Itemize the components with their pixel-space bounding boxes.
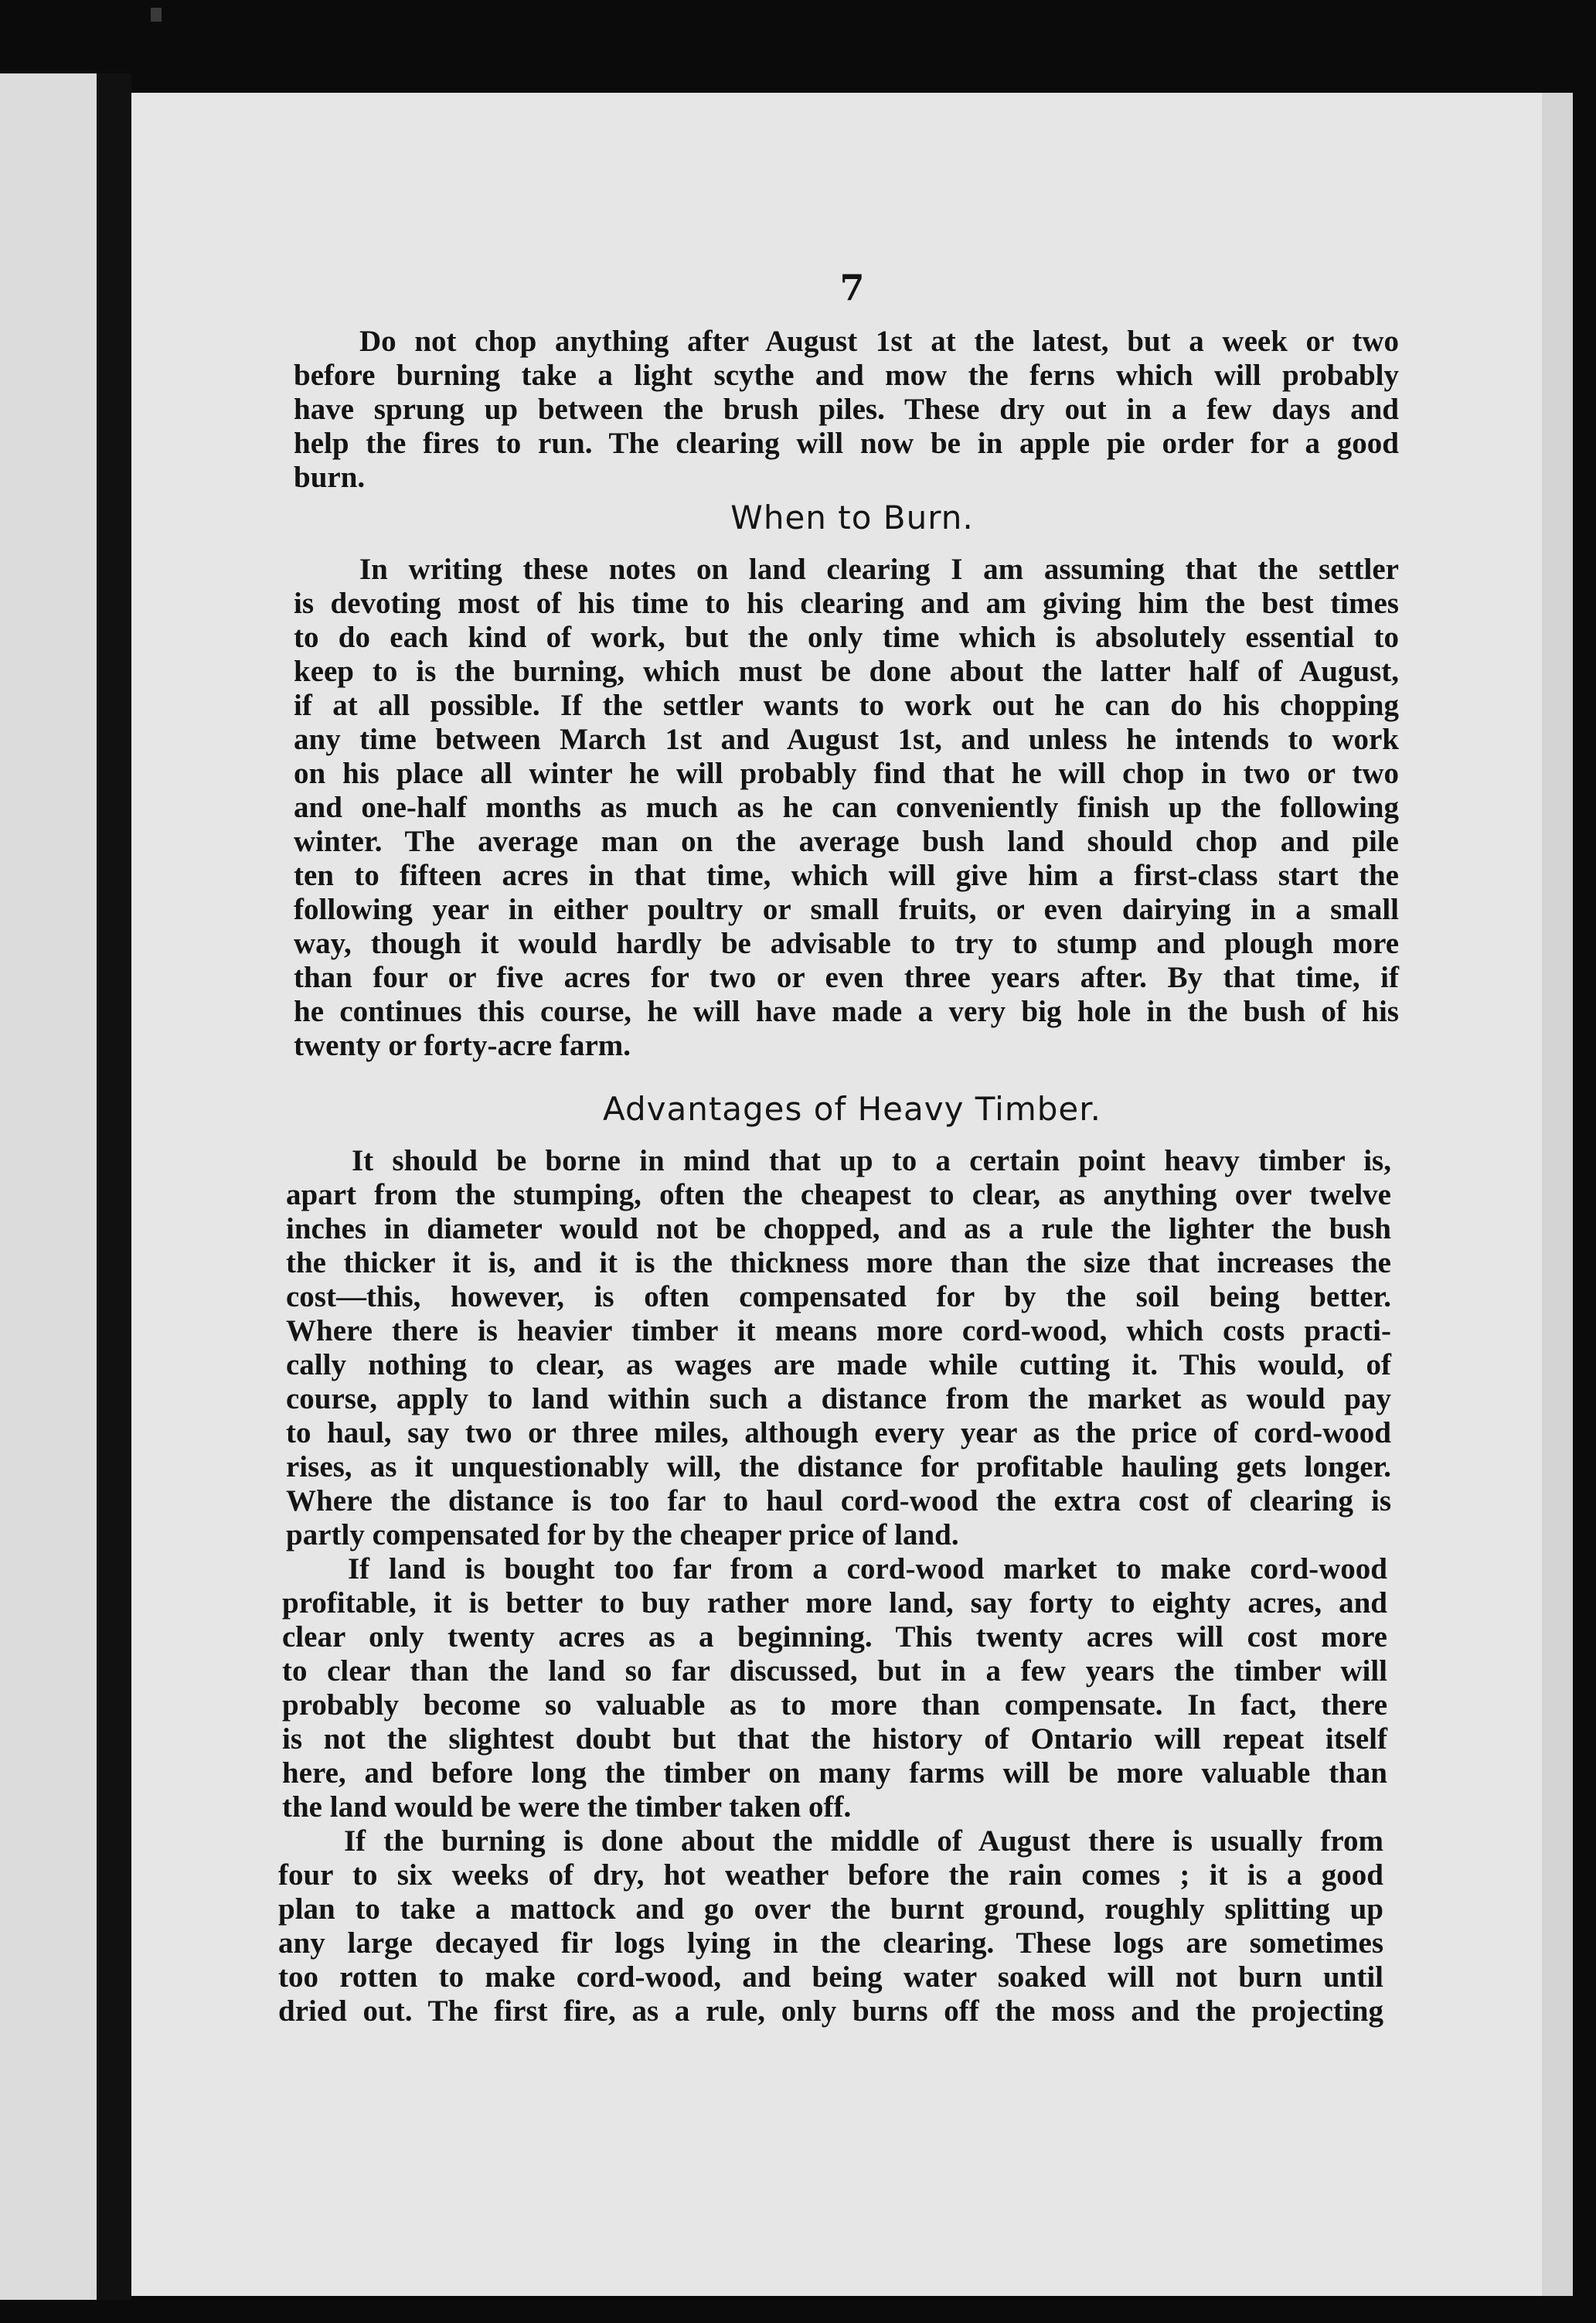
text-line: than four or five acres for two or even three years after. By that time, if xyxy=(294,961,1399,994)
text-line: winter. The average man on the average bush land should chop and pile xyxy=(294,825,1399,858)
text-line: the thicker it is, and it is the thickness more than the size that increases the xyxy=(286,1246,1391,1279)
text-line: four to six weeks of dry, hot weather before the rain comes ; it is a good xyxy=(278,1858,1383,1892)
text-line: way, though it would hardly be advisable to try to stump and plough more xyxy=(294,927,1399,960)
text-line: If land is bought too far from a cord-wood market to make cord-wood xyxy=(348,1552,1387,1586)
text-line: apart from the stumping, often the cheapest to clear, as anything over twelve xyxy=(286,1178,1391,1211)
text-line: Do not chop anything after August 1st at the latest, but a week or two xyxy=(359,325,1399,358)
text-line: if at all possible. If the settler wants to work out he can do his chopping xyxy=(294,689,1399,722)
text-line: is devoting most of his time to his clearing and am giving him the best times xyxy=(294,587,1399,620)
text-line: too rotten to make cord-wood, and being water soaked will not burn until xyxy=(278,1960,1383,1994)
text-line: to haul, say two or three miles, although every year as the price of cord-wood xyxy=(286,1416,1391,1449)
text-line: partly compensated for by the cheaper price of land. xyxy=(286,1518,959,1552)
text-line: dried out. The first fire, as a rule, only burns off the moss and the projecting xyxy=(278,1994,1383,2028)
text-line: to clear than the land so far discussed, but in a few years the timber will xyxy=(282,1654,1387,1688)
text-line: It should be borne in mind that up to a certain point heavy timber is, xyxy=(352,1144,1391,1177)
section-heading-advantages-heavy-timber: Advantages of Heavy Timber. xyxy=(602,1090,1102,1128)
text-line: cally nothing to clear, as wages are made while cutting it. This would, of xyxy=(286,1348,1391,1381)
scan-mark xyxy=(151,8,162,22)
text-line: twenty or forty-acre farm. xyxy=(294,1029,631,1062)
text-line: following year in either poultry or small fruits, or even dairying in a small xyxy=(294,893,1399,926)
text-line: any time between March 1st and August 1st, and unless he intends to work xyxy=(294,723,1399,756)
text-line: any large decayed fir logs lying in the clearing. These logs are sometimes xyxy=(278,1926,1383,1960)
text-line: ten to fifteen acres in that time, which will give him a first-class start the xyxy=(294,859,1399,892)
when-to-burn-paragraph xyxy=(294,553,1399,1063)
text-line: profitable, it is better to buy rather more land, say forty to eighty acres, and xyxy=(282,1586,1387,1620)
intro-paragraph xyxy=(294,325,1399,495)
text-line: clear only twenty acres as a beginning. This twenty acres will cost more xyxy=(282,1620,1387,1654)
text-line: on his place all winter he will probably find that he will chop in two or two xyxy=(294,757,1399,790)
text-line: the land would be were the timber taken off. xyxy=(282,1790,852,1824)
text-line: he continues this course, he will have made a very big hole in the bush of his xyxy=(294,995,1399,1028)
text-line: inches in diameter would not be chopped, and as a rule the lighter the bush xyxy=(286,1212,1391,1245)
advantages-paragraph-1 xyxy=(286,1144,1391,1552)
advantages-paragraph-3 xyxy=(278,1824,1383,2028)
text-line: Where there is heavier timber it means more cord-wood, which costs practi- xyxy=(286,1314,1391,1347)
document-page xyxy=(131,93,1573,2296)
page-right-edge xyxy=(1542,93,1573,2296)
text-line: have sprung up between the brush piles. These dry out in a few days and xyxy=(294,393,1399,426)
advantages-paragraph-2 xyxy=(282,1552,1387,1824)
left-page-edge xyxy=(0,73,97,2300)
text-line: course, apply to land within such a distance from the market as would pay xyxy=(286,1382,1391,1415)
text-line: plan to take a mattock and go over the burnt ground, roughly splitting up xyxy=(278,1892,1383,1926)
text-line: burn. xyxy=(294,461,366,494)
text-line: Where the distance is too far to haul cord-wood the extra cost of clearing is xyxy=(286,1484,1391,1517)
text-line: probably become so valuable as to more than compensate. In fact, there xyxy=(282,1688,1387,1722)
text-line: is not the slightest doubt but that the history of Ontario will repeat itself xyxy=(282,1722,1387,1756)
text-line: If the burning is done about the middle of August there is usually from xyxy=(344,1824,1383,1858)
text-line: keep to is the burning, which must be done about the latter half of August, xyxy=(294,655,1399,688)
text-line: and one-half months as much as he can conveniently finish up the following xyxy=(294,791,1399,824)
text-line: In writing these notes on land clearing I am assuming that the settler xyxy=(359,553,1399,586)
book-gutter xyxy=(97,73,131,2300)
page-number: 7 xyxy=(839,267,865,308)
text-line: before burning take a light scythe and mow the ferns which will probably xyxy=(294,359,1399,392)
text-line: cost—this, however, is often compensated for by the soil being better. xyxy=(286,1280,1391,1313)
text-line: help the fires to run. The clearing will now be in apple pie order for a good xyxy=(294,427,1399,460)
text-line: here, and before long the timber on many farms will be more valuable than xyxy=(282,1756,1387,1790)
text-line: to do each kind of work, but the only time which is absolutely essential to xyxy=(294,621,1399,654)
section-heading-when-to-burn: When to Burn. xyxy=(730,499,974,536)
text-line: rises, as it unquestionably will, the distance for profitable hauling gets longer. xyxy=(286,1450,1391,1483)
